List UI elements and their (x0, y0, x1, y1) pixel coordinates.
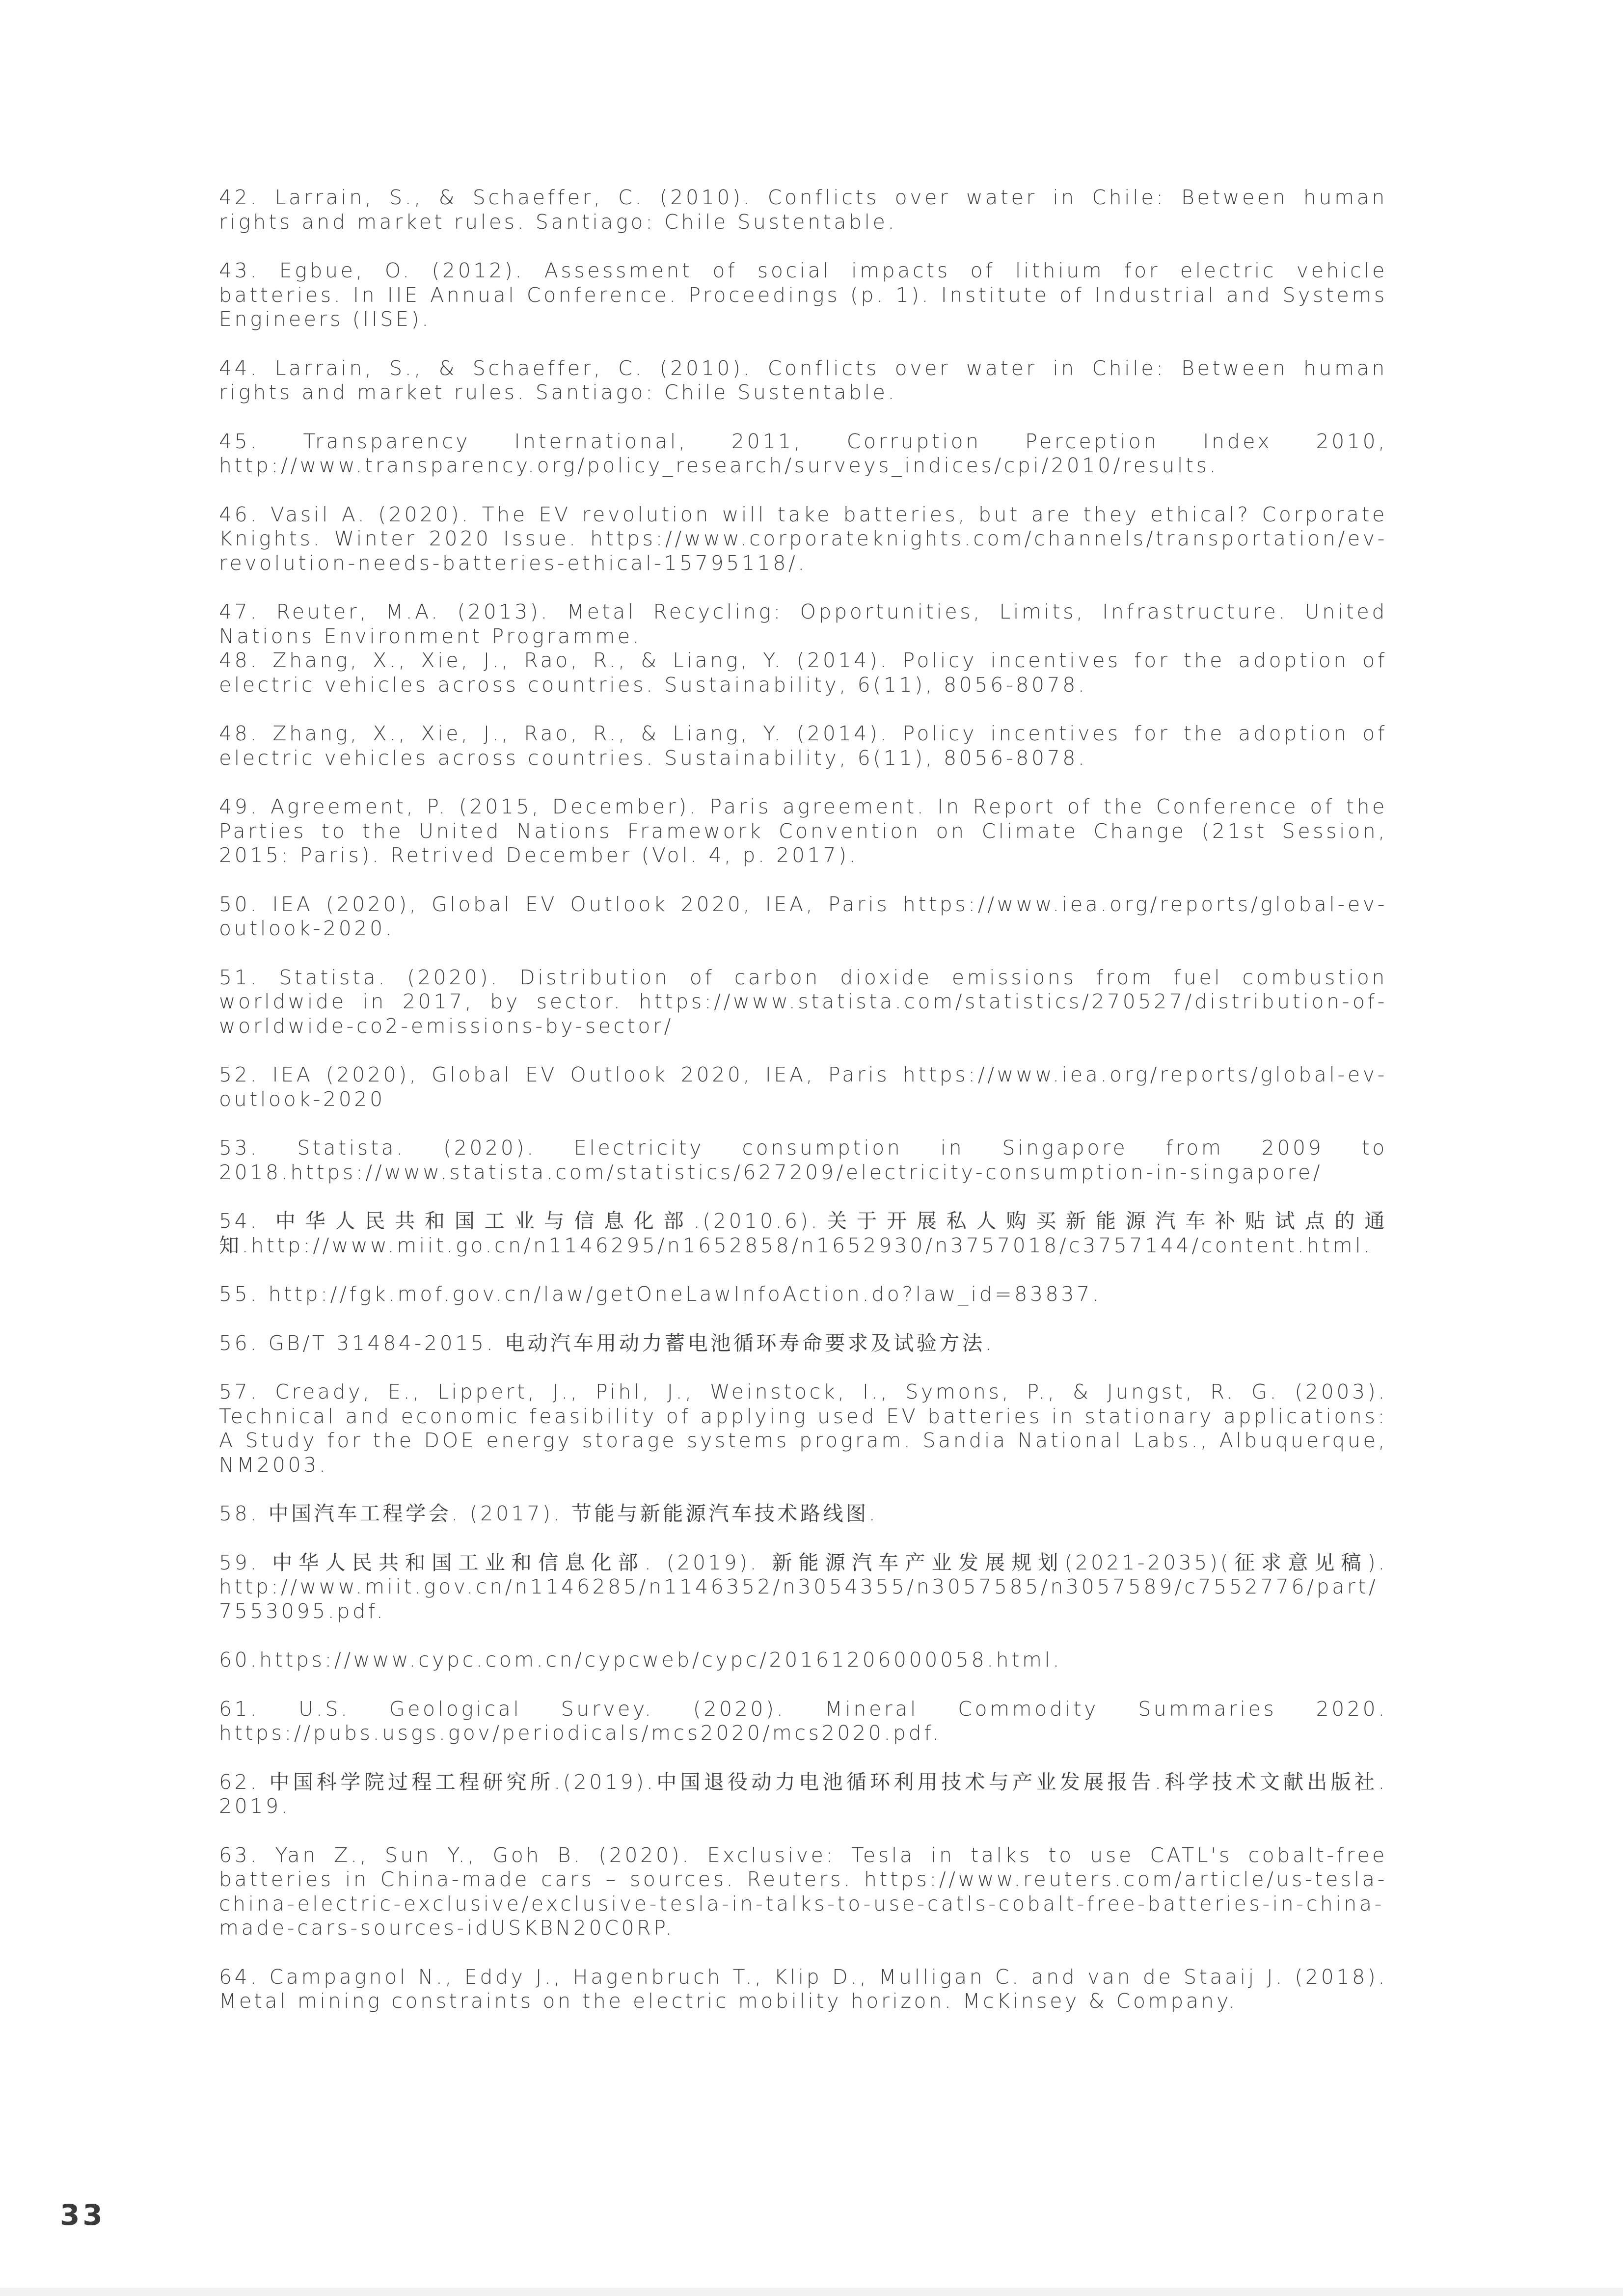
reference-entry: 62. 中国科学院过程工程研究所.(2019).中国退役动力电池循环利用技术与产业发展报告.科学技术文献出版社. 2019. (219, 1770, 1387, 1818)
reference-entry: 56. GB/T 31484-2015. 电动汽车用动力蓄电池循环寿命要求及试验方法. (219, 1331, 995, 1355)
reference-entry: 47. Reuter, M.A. (2013). Metal Recycling: Opportunities, Limits, Infrastructure. United Nations Environment Programme. (219, 600, 1387, 648)
reference-entry: 54. 中华人民共和国工业与信息化部.(2010.6).关于开展私人购买新能源汽车补贴试点的通知.http://www.miit.go.cn/n1146295/n1652858/n1652930/n3757018/c3757144/content.html. (219, 1209, 1387, 1257)
reference-entry: 58. 中国汽车工程学会. (2017). 节能与新能源汽车技术路线图. (219, 1502, 878, 1525)
reference-entry: 49. Agreement, P. (2015, December). Paris agreement. In Report of the Conference of the Parties to the United Nations Framework Convention on Climate Change (21st Session, 2015: Paris). Retrived December (Vol. 4, p. 2017). (219, 795, 1387, 867)
reference-entry: 46. Vasil A. (2020). The EV revolution will take batteries, but are they ethical? Corporate Knights. Winter 2020 Issue. https://www.corporateknights.com/channels/transportation/ev-revolution-needs-batteries-ethical-15795118/. (219, 502, 1387, 575)
reference-entry: 48. Zhang, X., Xie, J., Rao, R., & Liang, Y. (2014). Policy incentives for the adoption of electric vehicles across countries. Sustainability, 6(11), 8056-8078. (219, 722, 1387, 770)
reference-entry: 59. 中华人民共和国工业和信息化部. (2019). 新能源汽车产业发展规划(2021-2035)(征求意见稿). http://www.miit.gov.cn/n1146285/n1146352/n3054355/n3057585/n3057589/c7552776/part/7553095.pdf. (219, 1550, 1387, 1623)
reference-entry: 63. Yan Z., Sun Y., Goh B. (2020). Exclusive: Tesla in talks to use CATL's cobalt-free batteries in China-made cars – sources. Reuters. https://www.reuters.com/article/us-tesla-china-electric-exclusive/exclusive-tesla-in-talks-to-use-catls-cobalt-free-batteries-in-china-made-cars-sources-idUSKBN20C0RP. (219, 1843, 1387, 1940)
page-bottom-edge (0, 2288, 1623, 2296)
reference-entry: 44. Larrain, S., & Schaeffer, C. (2010). Conflicts over water in Chile: Between human rights and market rules. Santiago: Chile Sustentable. (219, 356, 1387, 404)
reference-entry: 55. http://fgk.mof.gov.cn/law/getOneLawInfoAction.do?law_id=83837. (219, 1282, 1102, 1306)
reference-entry: 60.https://www.cypc.com.cn/cypcweb/cypc/20161206000058.html. (219, 1648, 1062, 1672)
reference-entry: 42. Larrain, S., & Schaeffer, C. (2010). Conflicts over water in Chile: Between human rights and market rules. Santiago: Chile Sustentable. (219, 186, 1387, 234)
reference-entry: 64. Campagnol N., Eddy J., Hagenbruch T., Klip D., Mulligan C. and van de Staaij J. (2018). Metal mining constraints on the electric mobility horizon. McKinsey & Company. (219, 1965, 1387, 2013)
reference-list (219, 186, 1387, 2038)
reference-entry: 48. Zhang, X., Xie, J., Rao, R., & Liang, Y. (2014). Policy incentives for the adoption of electric vehicles across countries. Sustainability, 6(11), 8056-8078. (219, 648, 1387, 697)
reference-entry: 51. Statista. (2020). Distribution of carbon dioxide emissions from fuel combustion worldwide in 2017, by sector. https://www.statista.com/statistics/270527/distribution-of-worldwide-co2-emissions-by-sector/ (219, 965, 1387, 1038)
reference-entry: 52. IEA (2020), Global EV Outlook 2020, IEA, Paris https://www.iea.org/reports/global-ev-outlook-2020 (219, 1063, 1387, 1111)
reference-entry: 53. Statista. (2020). Electricity consumption in Singapore from 2009 to 2018.https://www.statista.com/statistics/627209/electricity-consumption-in-singapore/ (219, 1136, 1387, 1184)
reference-entry: 61. U.S. Geological Survey. (2020). Mineral Commodity Summaries 2020. https://pubs.usgs.gov/periodicals/mcs2020/mcs2020.pdf. (219, 1697, 1387, 1745)
reference-entry: 57. Cready, E., Lippert, J., Pihl, J., Weinstock, I., Symons, P., & Jungst, R. G. (2003). Technical and economic feasibility of applying used EV batteries in stationary applications: A Study for the DOE energy storage systems program. Sandia National Labs., Albuquerque, NM2003. (219, 1380, 1387, 1477)
reference-entry: 45. Transparency International, 2011, Corruption Perception Index 2010, http://www.transparency.org/policy_research/surveys_indices/cpi/2010/results. (219, 429, 1387, 477)
reference-entry: 50. IEA (2020), Global EV Outlook 2020, IEA, Paris https://www.iea.org/reports/global-ev-outlook-2020. (219, 892, 1387, 940)
reference-entry: 43. Egbue, O. (2012). Assessment of social impacts of lithium for electric vehicle batteries. In IIE Annual Conference. Proceedings (p. 1). Institute of Industrial and Systems Engineers (IISE). (219, 259, 1387, 331)
page-number: 33 (60, 2198, 106, 2232)
